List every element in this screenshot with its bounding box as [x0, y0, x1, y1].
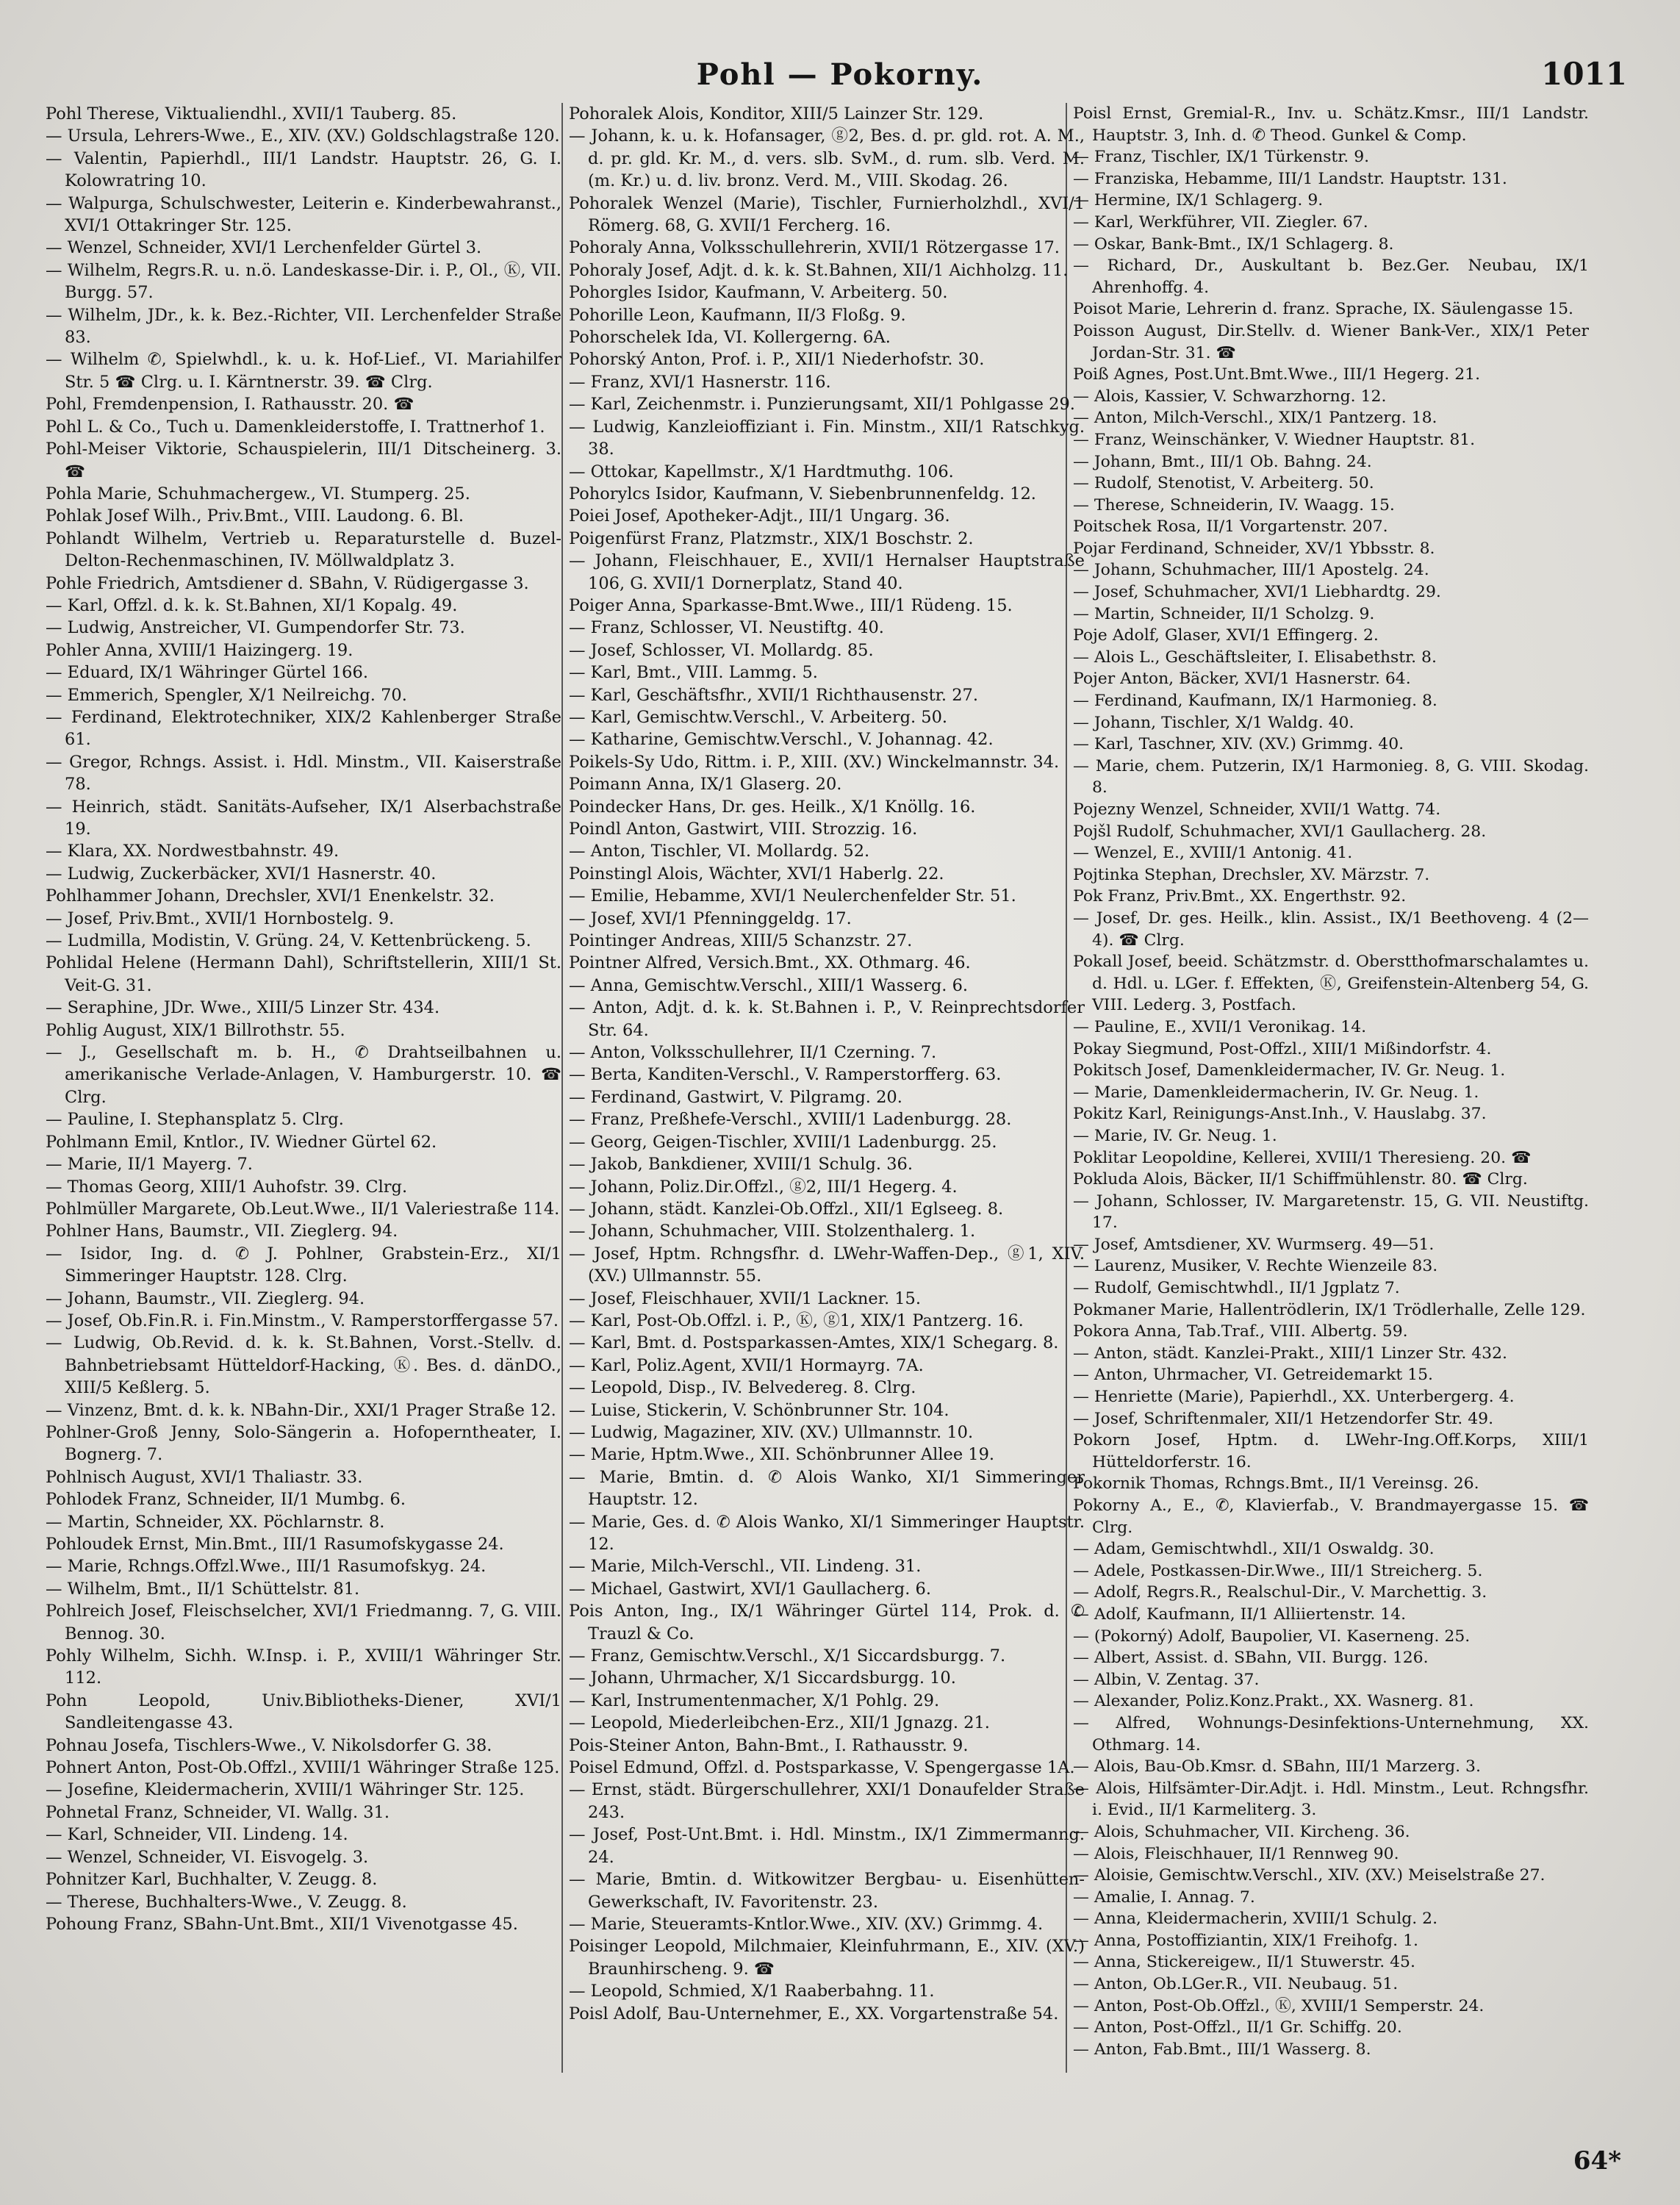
- directory-entry: — Franz, Gemischtw.Verschl., X/1 Siccardsburgg. 7.: [569, 1646, 1006, 1666]
- directory-entry: — Anton, Milch-Verschl., XIX/1 Pantzerg. 18.: [1073, 409, 1437, 428]
- directory-entry: — Marie, Damenkleidermacherin, IV. Gr. Neug. 1.: [1073, 1083, 1479, 1102]
- directory-entry: Pojar Ferdinand, Schneider, XV/1 Ybbsstr. 8.: [1073, 539, 1435, 558]
- directory-entry: Pojtinka Stephan, Drechsler, XV. Märzstr. 7.: [1073, 865, 1430, 884]
- directory-entry: — Seraphine, JDr. Wwe., XIII/5 Linzer Str. 434.: [46, 998, 440, 1018]
- directory-entry: Poisl Adolf, Bau-Unternehmer, E., XX. Vorgartenstraße 54.: [569, 2004, 1059, 2023]
- directory-entry: Pohnau Josefa, Tischlers-Wwe., V. Nikolsdorfer G. 38.: [46, 1735, 492, 1755]
- directory-entry: — Wilhelm, Bmt., II/1 Schüttelstr. 81.: [46, 1579, 360, 1599]
- directory-entry: — Alfred, Wohnungs-Desinfektions-Unternehmung, XX. Othmarg. 14.: [1073, 1713, 1589, 1754]
- directory-entry: Pohorille Leon, Kaufmann, II/3 Floßg. 9.: [569, 305, 906, 325]
- directory-entry: Pohlner-Groß Jenny, Solo-Sängerin a. Hofoperntheater, I. Bognerg. 7.: [46, 1422, 561, 1465]
- directory-entry: — Karl, Post-Ob.Offzl. i. P., Ⓚ, ⓖ1, XIX/1 Pantzerg. 16.: [569, 1311, 1024, 1330]
- directory-entry: Pohoraly Anna, Volksschullehrerin, XVII/1 Rötzergasse 17.: [569, 238, 1060, 258]
- directory-entry: — Marie, Steueramts-Kntlor.Wwe., XIV. (XV.) Grimmg. 4.: [569, 1914, 1044, 1934]
- directory-entry: — Johann, Baumstr., VII. Zieglerg. 94.: [46, 1288, 365, 1308]
- directory-entry: — Leopold, Disp., IV. Belvedereg. 8. Clrg.: [569, 1378, 916, 1398]
- directory-entry: — Martin, Schneider, XX. Pöchlarnstr. 8.: [46, 1512, 385, 1532]
- directory-entry: Pois-Steiner Anton, Bahn-Bmt., I. Rathausstr. 9.: [569, 1735, 969, 1755]
- directory-entry: — Ludwig, Magaziner, XIV. (XV.) Ullmannstr. 10.: [569, 1422, 974, 1442]
- directory-entry: Pohorský Anton, Prof. i. P., XII/1 Niederhofstr. 30.: [569, 350, 985, 370]
- directory-entry: — Oskar, Bank-Bmt., IX/1 Schlagerg. 8.: [1073, 234, 1394, 254]
- directory-entry: — Leopold, Miederleibchen-Erz., XII/1 Jgnazg. 21.: [569, 1713, 990, 1733]
- directory-entry: — Thomas Georg, XIII/1 Auhofstr. 39. Clrg.: [46, 1177, 408, 1197]
- directory-entry: Pohlner Hans, Baumstr., VII. Zieglerg. 94.: [46, 1222, 398, 1241]
- directory-entry: Poitschek Rosa, II/1 Vorgartenstr. 207.: [1073, 517, 1388, 537]
- directory-entry: — Leopold, Schmied, X/1 Raaberbahng. 11.: [569, 1982, 935, 2001]
- directory-entry: — Ludmilla, Modistin, V. Grüng. 24, V. Kettenbrückeng. 5.: [46, 931, 531, 951]
- directory-entry: Poisson August, Dir.Stellv. d. Wiener Bank-Ver., XIX/1 Peter Jordan-Str. 31. ☎: [1073, 321, 1589, 362]
- signature-mark: 64*: [1573, 2146, 1621, 2176]
- directory-entry: — Franz, Weinschänker, V. Wiedner Hauptstr. 81.: [1073, 430, 1476, 449]
- directory-entry: Pohlmann Emil, Kntlor., IV. Wiedner Gürtel 62.: [46, 1132, 437, 1152]
- directory-entry: — Josefine, Kleidermacherin, XVIII/1 Währinger Str. 125.: [46, 1780, 525, 1800]
- directory-entry: — J., Gesellschaft m. b. H., ✆ Drahtseilbahnen u. amerikanische Verlade-Anlagen, V. Hamburgerstr. 10. ☎ Clrg.: [46, 1043, 561, 1107]
- directory-entry: Pokluda Alois, Bäcker, II/1 Schiffmühlenstr. 80. ☎ Clrg.: [1073, 1170, 1528, 1189]
- directory-entry: Pokitsch Josef, Damenkleidermacher, IV. Gr. Neug. 1.: [1073, 1061, 1506, 1080]
- directory-entry: Pohle Friedrich, Amtsdiener d. SBahn, V. Rüdigergasse 3.: [46, 573, 529, 593]
- directory-entry: — Aloisie, Gemischtw.Verschl., XIV. (XV.) Meiselstraße 27.: [1073, 1866, 1546, 1885]
- directory-entry: — Wenzel, E., XVIII/1 Antonig. 41.: [1073, 844, 1353, 863]
- page-header: [44, 51, 1636, 103]
- directory-entry: — Johann, Schuhmacher, III/1 Apostelg. 24.: [1073, 561, 1429, 580]
- directory-entry: Pohoralek Wenzel (Marie), Tischler, Furnierholzhdl., XVI/1 Römerg. 68, G. XVII/1 Fercherg. 16.: [569, 193, 1085, 236]
- directory-entry: — Adele, Postkassen-Dir.Wwe., III/1 Streicherg. 5.: [1073, 1561, 1483, 1580]
- directory-entry: — Heinrich, städt. Sanitäts-Aufseher, IX/1 Alserbachstraße 19.: [46, 797, 561, 839]
- directory-entry: — Josef, Schlosser, VI. Mollardg. 85.: [569, 640, 874, 660]
- directory-entry: — Michael, Gastwirt, XVI/1 Gaullacherg. 6.: [569, 1579, 931, 1599]
- directory-entry: Poimann Anna, IX/1 Glaserg. 20.: [569, 775, 842, 795]
- directory-entry: — Marie, Milch-Verschl., VII. Lindeng. 31.: [569, 1557, 922, 1577]
- directory-entry: — Franz, Schlosser, VI. Neustiftg. 40.: [569, 618, 884, 638]
- directory-entry: — Karl, Werkführer, VII. Ziegler. 67.: [1073, 212, 1368, 232]
- directory-entry: Pokorn Josef, Hptm. d. LWehr-Ing.Off.Korps, XIII/1 Hütteldorferstr. 16.: [1073, 1431, 1589, 1471]
- directory-entry: — Therese, Schneiderin, IV. Waagg. 15.: [1073, 495, 1395, 514]
- directory-entry: — Wilhelm, Regrs.R. u. n.ö. Landeskasse-Dir. i. P., Ol., Ⓚ, VII. Burgg. 57.: [46, 260, 561, 303]
- directory-entry: — Pauline, E., XVII/1 Veronikag. 14.: [1073, 1017, 1367, 1036]
- directory-entry: — Karl, Zeichenmstr. i. Punzierungsamt, XII/1 Pohlgasse 29.: [569, 395, 1075, 415]
- directory-entry: — Katharine, Gemischtw.Verschl., V. Johannag. 42.: [569, 730, 994, 750]
- directory-entry: — Wenzel, Schneider, VI. Eisvogelg. 3.: [46, 1847, 369, 1867]
- directory-entry: Pokornik Thomas, Rchngs.Bmt., II/1 Vereinsg. 26.: [1073, 1474, 1479, 1494]
- directory-entry: — Wilhelm, JDr., k. k. Bez.-Richter, VII. Lerchenfelder Straße 83.: [46, 305, 561, 348]
- directory-entry: — Josef, Schriftenmaler, XII/1 Hetzendorfer Str. 49.: [1073, 1409, 1494, 1428]
- directory-entry: — Jakob, Bankdiener, XVIII/1 Schulg. 36.: [569, 1155, 913, 1175]
- directory-entry: — Anton, städt. Kanzlei-Prakt., XIII/1 Linzer Str. 432.: [1073, 1344, 1507, 1363]
- directory-entry: — Josef, Priv.Bmt., XVII/1 Hornbostelg. 9.: [46, 908, 395, 928]
- directory-entry: — Josef, Post-Unt.Bmt. i. Hdl. Minstm., IX/1 Zimmermanng. 24.: [569, 1825, 1085, 1867]
- directory-entry: Pohlmüller Margarete, Ob.Leut.Wwe., II/1 Valeriestraße 114.: [46, 1199, 560, 1219]
- directory-entry: — Johann, städt. Kanzlei-Ob.Offzl., XII/1 Eglseeg. 8.: [569, 1199, 1004, 1219]
- directory-entry: — Henriette (Marie), Papierhdl., XX. Unterbergerg. 4.: [1073, 1388, 1515, 1407]
- directory-entry: Pohl-Meiser Viktorie, Schauspielerin, III/1 Ditscheinerg. 3. ☎: [46, 440, 561, 481]
- directory-entry: — Marie, Rchngs.Offzl.Wwe., III/1 Rasumofskyg. 24.: [46, 1557, 487, 1577]
- directory-entry: Poindecker Hans, Dr. ges. Heilk., X/1 Knöllg. 16.: [569, 797, 976, 817]
- directory-entry: — Gregor, Rchngs. Assist. i. Hdl. Minstm., VII. Kaiserstraße 78.: [46, 752, 561, 795]
- directory-entry: Pohlreich Josef, Fleischselcher, XVI/1 Friedmanng. 7, G. VIII. Bennog. 30.: [46, 1602, 561, 1643]
- directory-entry: Pojšl Rudolf, Schuhmacher, XVI/1 Gaullacherg. 28.: [1073, 822, 1487, 841]
- directory-entry: — Johann, Schuhmacher, VIII. Stolzenthalerg. 1.: [569, 1222, 976, 1241]
- directory-entry: — Adam, Gemischtwhdl., XII/1 Oswaldg. 30.: [1073, 1540, 1435, 1559]
- directory-entry: — Laurenz, Musiker, V. Rechte Wienzeile 83.: [1073, 1257, 1438, 1276]
- directory-entry: — Franziska, Hebamme, III/1 Landstr. Hauptstr. 131.: [1073, 169, 1507, 188]
- directory-entry: Pohly Wilhelm, Sichh. W.Insp. i. P., XVIII/1 Währinger Str. 112.: [46, 1646, 561, 1688]
- directory-entry: Pois Anton, Ing., IX/1 Währinger Gürtel 114, Prok. d. ✆ Trauzl & Co.: [569, 1602, 1085, 1643]
- directory-entry: Pohlhammer Johann, Drechsler, XVI/1 Enenkelstr. 32.: [46, 886, 495, 906]
- directory-entry: — Anton, Post-Offzl., II/1 Gr. Schiffg. 20.: [1073, 2018, 1402, 2037]
- directory-entry: Pohl, Fremdenpension, I. Rathausstr. 20. ☎: [46, 395, 414, 415]
- directory-entry: Pokora Anna, Tab.Traf., VIII. Albertg. 59.: [1073, 1322, 1408, 1341]
- directory-entry: — Karl, Instrumentenmacher, X/1 Pohlg. 29.: [569, 1690, 940, 1710]
- directory-entry: — Berta, Kanditen-Verschl., V. Ramperstorfferg. 63.: [569, 1065, 1002, 1085]
- directory-entry: — Albin, V. Zentag. 37.: [1073, 1670, 1260, 1689]
- directory-entry: — Karl, Bmt. d. Postsparkassen-Amtes, XIX/1 Schegarg. 8.: [569, 1333, 1059, 1353]
- directory-entry: — Anton, Tischler, VI. Mollardg. 52.: [569, 842, 870, 861]
- directory-entry: Poisl Ernst, Gremial-R., Inv. u. Schätz.Kmsr., III/1 Landstr. Hauptstr. 3, Inh. d. ✆ Theod. Gunkel & Comp.: [1073, 104, 1589, 145]
- directory-entry: — Ludwig, Ob.Revid. d. k. k. St.Bahnen, Vorst.-Stellv. d. Bahnbetriebsamt Hütteldorf-Hacking, Ⓚ. Bes. d. dänDO., XIII/5 Keßlerg. 5.: [46, 1333, 561, 1398]
- directory-entry: — Vinzenz, Bmt. d. k. k. NBahn-Dir., XXI/1 Prager Straße 12.: [46, 1400, 556, 1420]
- directory-entry: — Anna, Kleidermacherin, XVIII/1 Schulg. 2.: [1073, 1910, 1438, 1929]
- directory-entry: Pohnitzer Karl, Buchhalter, V. Zeugg. 8.: [46, 1870, 378, 1890]
- directory-entry: Pohnetal Franz, Schneider, VI. Wallg. 31.: [46, 1802, 390, 1822]
- directory-entry: Pohoraly Josef, Adjt. d. k. k. St.Bahnen, XII/1 Aichholzg. 11.: [569, 260, 1069, 280]
- directory-entry: — Alois, Kassier, V. Schwarzhorng. 12.: [1073, 387, 1387, 406]
- directory-entry: — Marie, chem. Putzerin, IX/1 Harmonieg. 8, G. VIII. Skodag. 8.: [1073, 756, 1589, 797]
- directory-entry: Pojezny Wenzel, Schneider, XVII/1 Wattg. 74.: [1073, 800, 1441, 819]
- directory-entry: — Emmerich, Spengler, X/1 Neilreichg. 70.: [46, 685, 407, 705]
- directory-entry: — Franz, Tischler, IX/1 Türkenstr. 9.: [1073, 148, 1370, 167]
- column-3: [1073, 103, 1589, 2087]
- directory-entry: — Wilhelm ✆, Spielwhdl., k. u. k. Hof-Lief., VI. Mariahilfer Str. 5 ☎ Clrg. u. I. Kärntnerstr. 39. ☎ Clrg.: [46, 350, 561, 392]
- directory-entry: — Anton, Ob.LGer.R., VII. Neubaug. 51.: [1073, 1975, 1399, 1994]
- directory-entry: — Karl, Offzl. d. k. k. St.Bahnen, XI/1 Kopalg. 49.: [46, 595, 458, 615]
- directory-entry: Pohorylcs Isidor, Kaufmann, V. Siebenbrunnenfeldg. 12.: [569, 484, 1036, 503]
- directory-entry: Pohler Anna, XVIII/1 Haizingerg. 19.: [46, 640, 353, 660]
- directory-entry: — Marie, IV. Gr. Neug. 1.: [1073, 1126, 1277, 1145]
- directory-entry: Poisinger Leopold, Milchmaier, Kleinfuhrmann, E., XIV. (XV.) Braunhirscheng. 9. ☎: [569, 1937, 1085, 1979]
- directory-entry: — Johann, Bmt., III/1 Ob. Bahng. 24.: [1073, 452, 1372, 471]
- directory-entry: — Josef, Fleischhauer, XVII/1 Lackner. 15.: [569, 1288, 922, 1308]
- column-divider: [561, 103, 563, 2073]
- directory-entry: Poiß Agnes, Post.Unt.Bmt.Wwe., III/1 Hegerg. 21.: [1073, 365, 1481, 384]
- directory-entry: — Adolf, Kaufmann, II/1 Alliiertenstr. 14.: [1073, 1605, 1407, 1624]
- directory-entry: — Pauline, I. Stephansplatz 5. Clrg.: [46, 1110, 344, 1130]
- directory-entry: — Karl, Geschäftsfhr., XVII/1 Richthausenstr. 27.: [569, 685, 979, 705]
- directory-entry: Pohlandt Wilhelm, Vertrieb u. Reparaturstelle d. Buzel-Delton-Rechenmaschinen, IV. Möllwaldplatz 3.: [46, 528, 561, 571]
- directory-entry: — Karl, Poliz.Agent, XVII/1 Hormayrg. 7A.: [569, 1355, 924, 1375]
- directory-entry: — Alois L., Geschäftsleiter, I. Elisabethstr. 8.: [1073, 648, 1437, 667]
- directory-entry: Pohn Leopold, Univ.Bibliotheks-Diener, XVI/1 Sandleitengasse 43.: [46, 1690, 561, 1733]
- directory-entry: — Franz, XVI/1 Hasnerstr. 116.: [569, 372, 831, 392]
- directory-entry: — Albert, Assist. d. SBahn, VII. Burgg. 126.: [1073, 1649, 1429, 1668]
- directory-entry: — Josef, Schuhmacher, XVI/1 Liebhardtg. 29.: [1073, 583, 1441, 602]
- directory-entry: Poinstingl Alois, Wächter, XVI/1 Haberlg. 22.: [569, 864, 944, 883]
- directory-entry: — Josef, Hptm. Rchngsfhr. d. LWehr-Waffen-Dep., ⓖ1, XIV. (XV.) Ullmannstr. 55.: [569, 1244, 1085, 1286]
- directory-entry: — Johann, Uhrmacher, X/1 Siccardsburgg. 10.: [569, 1668, 956, 1688]
- directory-entry: — Johann, Tischler, X/1 Waldg. 40.: [1073, 713, 1354, 732]
- directory-entry: — Josef, Dr. ges. Heilk., klin. Assist., IX/1 Beethoveng. 4 (2—4). ☎ Clrg.: [1073, 908, 1589, 950]
- directory-entry: Poiei Josef, Apotheker-Adjt., III/1 Ungarg. 36.: [569, 506, 950, 526]
- directory-entry: — Anna, Stickereigew., II/1 Stuwerstr. 45.: [1073, 1953, 1415, 1972]
- directory-entry: — Therese, Buchhalters-Wwe., V. Zeugg. 8.: [46, 1892, 407, 1912]
- directory-entry: — Alois, Schuhmacher, VII. Kircheng. 36.: [1073, 1822, 1410, 1841]
- directory-entry: Poindl Anton, Gastwirt, VIII. Strozzig. 16.: [569, 820, 918, 839]
- directory-entry: — Rudolf, Stenotist, V. Arbeiterg. 50.: [1073, 474, 1374, 493]
- directory-entry: — Anton, Adjt. d. k. k. St.Bahnen i. P., V. Reinprechtsdorfer Str. 64.: [569, 998, 1085, 1040]
- directory-entry: — Josef, XVI/1 Pfenninggeldg. 17.: [569, 908, 852, 928]
- directory-entry: Pokitz Karl, Reinigungs-Anst.Inh., V. Hauslabg. 37.: [1073, 1105, 1487, 1124]
- directory-entry: — Johann, Schlosser, IV. Margaretenstr. 15, G. VII. Neustiftg. 17.: [1073, 1191, 1589, 1233]
- directory-entry: Poje Adolf, Glaser, XVI/1 Effingerg. 2.: [1073, 626, 1379, 645]
- directory-entry: — Luise, Stickerin, V. Schönbrunner Str. 104.: [569, 1400, 950, 1420]
- directory-entry: Pok Franz, Priv.Bmt., XX. Engerthstr. 92.: [1073, 887, 1407, 906]
- directory-entry: — Rudolf, Gemischtwhdl., II/1 Jgplatz 7.: [1073, 1279, 1400, 1298]
- directory-entry: — Ferdinand, Kaufmann, IX/1 Harmonieg. 8.: [1073, 692, 1437, 711]
- directory-entry: — Valentin, Papierhdl., III/1 Landstr. Hauptstr. 26, G. I. Kolowratring 10.: [46, 148, 561, 191]
- directory-entry: — Adolf, Regrs.R., Realschul-Dir., V. Marchettig. 3.: [1073, 1583, 1487, 1602]
- directory-entry: — Anton, Post-Ob.Offzl., Ⓚ, XVIII/1 Semperstr. 24.: [1073, 1996, 1485, 2015]
- directory-entry: — Ursula, Lehrers-Wwe., E., XIV. (XV.) Goldschlagstraße 120.: [46, 126, 560, 146]
- directory-entry: Poiger Anna, Sparkasse-Bmt.Wwe., III/1 Rüdeng. 15.: [569, 595, 1013, 615]
- directory-entry: Poigenfürst Franz, Platzmstr., XIX/1 Boschstr. 2.: [569, 528, 974, 548]
- directory-entry: — Richard, Dr., Auskultant b. Bez.Ger. Neubau, IX/1 Ahrenhoffg. 4.: [1073, 257, 1589, 297]
- directory-entry: — Emilie, Hebamme, XVI/1 Neulerchenfelder Str. 51.: [569, 886, 1016, 906]
- directory-entry: — Anton, Uhrmacher, VI. Getreidemarkt 15.: [1073, 1366, 1433, 1385]
- directory-entry: — (Pokorný) Adolf, Baupolier, VI. Kaserneng. 25.: [1073, 1627, 1471, 1646]
- running-head: Pohl — Pokorny.: [696, 57, 984, 92]
- directory-entry: Pohorschelek Ida, VI. Kollergerng. 6A.: [569, 328, 891, 348]
- directory-entry: Pokmaner Marie, Hallentrödlerin, IX/1 Trödlerhalle, Zelle 129.: [1073, 1300, 1586, 1319]
- directory-entry: — Ferdinand, Gastwirt, V. Pilgramg. 20.: [569, 1087, 902, 1107]
- directory-entry: Pohl L. & Co., Tuch u. Damenkleiderstoffe, I. Trattnerhof 1.: [46, 417, 545, 437]
- directory-entry: Pohl Therese, Viktualiendhl., XVII/1 Tauberg. 85.: [46, 104, 457, 123]
- directory-entry: Pohlidal Helene (Hermann Dahl), Schriftstellerin, XIII/1 St. Veit-G. 31.: [46, 953, 561, 995]
- directory-entry: — Alois, Bau-Ob.Kmsr. d. SBahn, III/1 Marzerg. 3.: [1073, 1757, 1481, 1776]
- directory-entry: — Amalie, I. Annag. 7.: [1073, 1887, 1255, 1907]
- column-1: [46, 103, 561, 2087]
- directory-entry: — Karl, Schneider, VII. Lindeng. 14.: [46, 1825, 348, 1845]
- directory-entry: — Alois, Fleischhauer, II/1 Rennweg 90.: [1073, 1844, 1399, 1863]
- directory-entry: — Anna, Gemischtw.Verschl., XIII/1 Wasserg. 6.: [569, 975, 969, 995]
- directory-entry: Poisel Edmund, Offzl. d. Postsparkasse, V. Spengergasse 1A.: [569, 1758, 1075, 1778]
- directory-entry: — Anton, Volksschullehrer, II/1 Czerning. 7.: [569, 1043, 937, 1063]
- directory-entry: — Ludwig, Kanzleioffiziant i. Fin. Minstm., XII/1 Ratschkyg. 38.: [569, 417, 1085, 459]
- directory-entry: — Eduard, IX/1 Währinger Gürtel 166.: [46, 663, 368, 683]
- directory-entry: — Ernst, städt. Bürgerschullehrer, XXI/1 Donaufelder Straße 243.: [569, 1780, 1085, 1822]
- directory-entry: — Isidor, Ing. d. ✆ J. Pohlner, Grabstein-Erz., XI/1 Simmeringer Hauptstr. 128. Clrg.: [46, 1244, 561, 1286]
- directory-entry: Pokay Siegmund, Post-Offzl., XIII/1 Mißindorfstr. 4.: [1073, 1039, 1492, 1058]
- directory-entry: — Johann, Fleischhauer, E., XVII/1 Hernalser Hauptstraße 106, G. XVII/1 Dornerplatz, Stand 40.: [569, 551, 1085, 593]
- directory-entry: Pointner Alfred, Versich.Bmt., XX. Othmarg. 46.: [569, 953, 971, 973]
- directory-entry: Pohoung Franz, SBahn-Unt.Bmt., XII/1 Vivenotgasse 45.: [46, 1914, 518, 1934]
- directory-entry: — Karl, Gemischtw.Verschl., V. Arbeiterg. 50.: [569, 707, 948, 727]
- directory-entry: Poklitar Leopoldine, Kellerei, XVIII/1 Theresieng. 20. ☎: [1073, 1148, 1532, 1167]
- directory-entry: — Marie, Hptm.Wwe., XII. Schönbrunner Allee 19.: [569, 1445, 995, 1465]
- directory-entry: — Josef, Ob.Fin.R. i. Fin.Minstm., V. Ramperstorffergasse 57.: [46, 1311, 559, 1330]
- directory-entry: Pohla Marie, Schuhmachergew., VI. Stumperg. 25.: [46, 484, 470, 503]
- directory-entry: — Ludwig, Anstreicher, VI. Gumpendorfer Str. 73.: [46, 618, 465, 638]
- directory-entry: — Josef, Amtsdiener, XV. Wurmserg. 49—51.: [1073, 1235, 1435, 1254]
- directory-entry: Pohlnisch August, XVI/1 Thaliastr. 33.: [46, 1467, 363, 1487]
- directory-entry: — Alois, Hilfsämter-Dir.Adjt. i. Hdl. Minstm., Leut. Rchngsfhr. i. Evid., II/1 Karmeliterg. 3.: [1073, 1779, 1589, 1820]
- directory-entry: Pokorny A., E., ✆, Klavierfab., V. Brandmayergasse 15. ☎ Clrg.: [1073, 1496, 1589, 1537]
- directory-entry: Pohoralek Alois, Konditor, XIII/5 Lainzer Str. 129.: [569, 104, 984, 123]
- directory-entry: Pokall Josef, beeid. Schätzmstr. d. Oberstthofmarschalamtes u. d. Hdl. u. LGer. f. Effekten, Ⓚ, Greifenstein-Altenberg 54, G. VIII. Lederg. 3, Postfach.: [1073, 953, 1589, 1015]
- directory-entry: — Anna, Postoffiziantin, XIX/1 Freihofg. 1.: [1073, 1931, 1418, 1950]
- directory-entry: — Karl, Bmt., VIII. Lammg. 5.: [569, 663, 818, 683]
- directory-entry: Pohnert Anton, Post-Ob.Offzl., XVIII/1 Währinger Straße 125.: [46, 1758, 560, 1778]
- directory-entry: — Walpurga, Schulschwester, Leiterin e. Kinderbewahranst., XVI/1 Ottakringer Str. 125.: [46, 193, 561, 236]
- directory-entry: Pohorgles Isidor, Kaufmann, V. Arbeiterg. 50.: [569, 283, 948, 303]
- directory-entry: Pohlodek Franz, Schneider, II/1 Mumbg. 6.: [46, 1490, 406, 1510]
- directory-entry: — Hermine, IX/1 Schlagerg. 9.: [1073, 191, 1324, 210]
- directory-entry: — Johann, Poliz.Dir.Offzl., ⓖ2, III/1 Hegerg. 4.: [569, 1177, 958, 1197]
- directory-entry: Pohloudek Ernst, Min.Bmt., III/1 Rasumofskygasse 24.: [46, 1535, 504, 1554]
- directory-entry: — Marie, Bmtin. d. Witkowitzer Bergbau- u. Eisenhütten-Gewerkschaft, IV. Favoritenstr. 23.: [569, 1870, 1085, 1912]
- directory-entry: — Marie, II/1 Mayerg. 7.: [46, 1155, 253, 1175]
- directory-entry: — Martin, Schneider, II/1 Scholzg. 9.: [1073, 604, 1375, 623]
- directory-entry: Pohlak Josef Wilh., Priv.Bmt., VIII. Laudong. 6. Bl.: [46, 506, 464, 526]
- page-number: 1011: [1541, 56, 1627, 92]
- directory-entry: — Karl, Taschner, XIV. (XV.) Grimmg. 40.: [1073, 735, 1404, 754]
- directory-entry: — Ottokar, Kapellmstr., X/1 Hardtmuthg. 106.: [569, 462, 954, 481]
- directory-entry: Pojer Anton, Bäcker, XVI/1 Hasnerstr. 64.: [1073, 670, 1411, 689]
- directory-entry: — Klara, XX. Nordwestbahnstr. 49.: [46, 842, 340, 861]
- directory-entry: Poikels-Sy Udo, Rittm. i. P., XIII. (XV.) Winckelmannstr. 34.: [569, 752, 1060, 772]
- directory-entry: — Marie, Bmtin. d. ✆ Alois Wanko, XI/1 Simmeringer Hauptstr. 12.: [569, 1467, 1085, 1510]
- directory-entry: — Alexander, Poliz.Konz.Prakt., XX. Wasnerg. 81.: [1073, 1692, 1474, 1711]
- directory-entry: — Georg, Geigen-Tischler, XVIII/1 Ladenburgg. 25.: [569, 1132, 997, 1152]
- directory-entry: — Ludwig, Zuckerbäcker, XVI/1 Hasnerstr. 40.: [46, 864, 437, 883]
- directory-entry: — Franz, Preßhefe-Verschl., XVIII/1 Ladenburgg. 28.: [569, 1110, 1012, 1130]
- directory-entry: Pohlig August, XIX/1 Billrothstr. 55.: [46, 1020, 345, 1040]
- directory-entry: — Johann, k. u. k. Hofansager, ⓖ2, Bes. d. pr. gld. rot. A. M., d. pr. gld. Kr. M., d. vers. slb. SvM., d. rum. slb. Verd. M. (m. Kr.) u. d. liv. bronz. Verd. M., VIII. Skodag. 26.: [569, 126, 1085, 191]
- directory-entry: — Ferdinand, Elektrotechniker, XIX/2 Kahlenberger Straße 61.: [46, 707, 561, 750]
- column-2: [569, 103, 1085, 2087]
- directory-entry: Poisot Marie, Lehrerin d. franz. Sprache, IX. Säulengasse 15.: [1073, 300, 1573, 319]
- directory-entry: — Marie, Ges. d. ✆ Alois Wanko, XI/1 Simmeringer Hauptstr. 12.: [569, 1512, 1085, 1554]
- directory-entry: — Wenzel, Schneider, XVI/1 Lerchenfelder Gürtel 3.: [46, 238, 482, 258]
- directory-entry: Pointinger Andreas, XIII/5 Schanzstr. 27.: [569, 931, 913, 951]
- directory-entry: — Anton, Fab.Bmt., III/1 Wasserg. 8.: [1073, 2040, 1371, 2059]
